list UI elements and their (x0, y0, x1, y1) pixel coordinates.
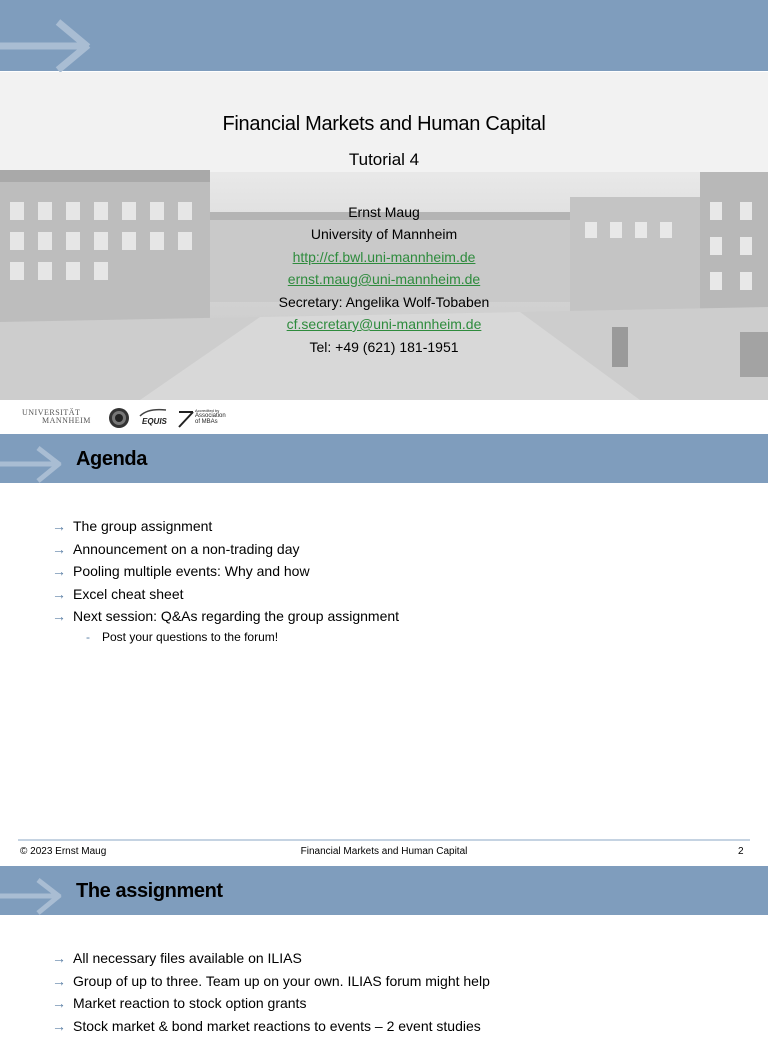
bullet-text: Stock market & bond market reactions to events – 2 event studies (73, 1018, 481, 1034)
arrow-bullet-icon: → (52, 539, 66, 559)
amba-logo-line1: Accredited by (195, 409, 226, 413)
bullet-text: The group assignment (73, 518, 212, 534)
amba-logo-line3: of MBAs (195, 419, 226, 425)
amba-logo-text (195, 409, 226, 425)
title-header-band (0, 0, 768, 71)
agenda-bullet (52, 584, 399, 607)
university-logo-line1: UNIVERSITÄT (22, 409, 91, 417)
accreditation-logo-strip (0, 400, 768, 433)
bullet-text: Next session: Q&As regarding the group assignment (73, 608, 399, 624)
assignment-bullet (52, 1016, 490, 1038)
agenda-bullet (52, 561, 399, 584)
institution-name: University of Mannheim (0, 226, 768, 242)
assignment-header-band (0, 866, 768, 915)
university-logo-line2: MANNHEIM (22, 417, 91, 425)
title-slide (0, 0, 768, 433)
bullet-text: Announcement on a non-trading day (73, 541, 300, 557)
assignment-heading: The assignment (76, 880, 223, 903)
footer-copyright: © 2023 Ernst Maug (20, 846, 106, 857)
agenda-bullet-list (52, 516, 399, 629)
bullet-text: All necessary files available on ILIAS (73, 950, 302, 966)
agenda-bullet (52, 606, 399, 629)
arrow-bullet-icon: → (52, 584, 66, 604)
university-logo (22, 409, 91, 425)
equis-logo-text: EQUIS (142, 417, 167, 426)
arrow-bullet-icon: → (52, 971, 66, 991)
agenda-bullet (52, 516, 399, 539)
equis-logo (138, 408, 168, 428)
sub-bullet-text: Post your questions to the forum! (102, 630, 278, 644)
arrow-bullet-icon: → (52, 993, 66, 1013)
agenda-heading: Agenda (76, 448, 147, 471)
amba-arrow-icon (177, 410, 195, 428)
seal-icon (108, 407, 130, 429)
assignment-bullet-list (52, 948, 490, 1038)
secretary-email-row (0, 316, 768, 332)
website-link-row (0, 249, 768, 265)
footer-course-title: Financial Markets and Human Capital (0, 846, 768, 857)
bullet-text: Market reaction to stock option grants (73, 995, 306, 1011)
bullet-text: Pooling multiple events: Why and how (73, 563, 310, 579)
phone-number: Tel: +49 (621) 181-1951 (0, 339, 768, 355)
secretary-email-link[interactable]: cf.secretary@uni-mannheim.de (287, 316, 482, 332)
arrow-bullet-icon: → (52, 1016, 66, 1036)
website-link[interactable]: http://cf.bwl.uni-mannheim.de (293, 249, 476, 265)
amba-logo-line2: Association (195, 413, 226, 419)
email-link-row (0, 271, 768, 287)
arrow-bullet-icon: → (52, 561, 66, 581)
assignment-bullet (52, 971, 490, 994)
presentation-title: Financial Markets and Human Capital (0, 113, 768, 136)
assignment-bullet (52, 993, 490, 1016)
arrow-watermark-icon (0, 0, 100, 71)
assignment-bullet (52, 948, 490, 971)
agenda-bullet (52, 539, 399, 562)
arrow-watermark-icon (0, 866, 70, 915)
bullet-text: Group of up to three. Team up on your own. ILIAS forum might help (73, 973, 490, 989)
secretary-name: Secretary: Angelika Wolf-Tobaben (0, 294, 768, 310)
bullet-text: Excel cheat sheet (73, 586, 184, 602)
presentation-subtitle: Tutorial 4 (0, 150, 768, 170)
footer-divider (18, 839, 750, 841)
agenda-slide (0, 433, 768, 866)
dash-bullet-icon: - (86, 630, 90, 644)
assignment-slide (0, 866, 768, 1024)
page-number: 2 (738, 846, 744, 857)
arrow-bullet-icon: → (52, 948, 66, 968)
author-name: Ernst Maug (0, 204, 768, 220)
arrow-bullet-icon: → (52, 606, 66, 626)
agenda-header-band (0, 434, 768, 483)
author-email-link[interactable]: ernst.maug@uni-mannheim.de (288, 271, 480, 287)
arrow-watermark-icon (0, 434, 70, 483)
arrow-bullet-icon: → (52, 516, 66, 536)
